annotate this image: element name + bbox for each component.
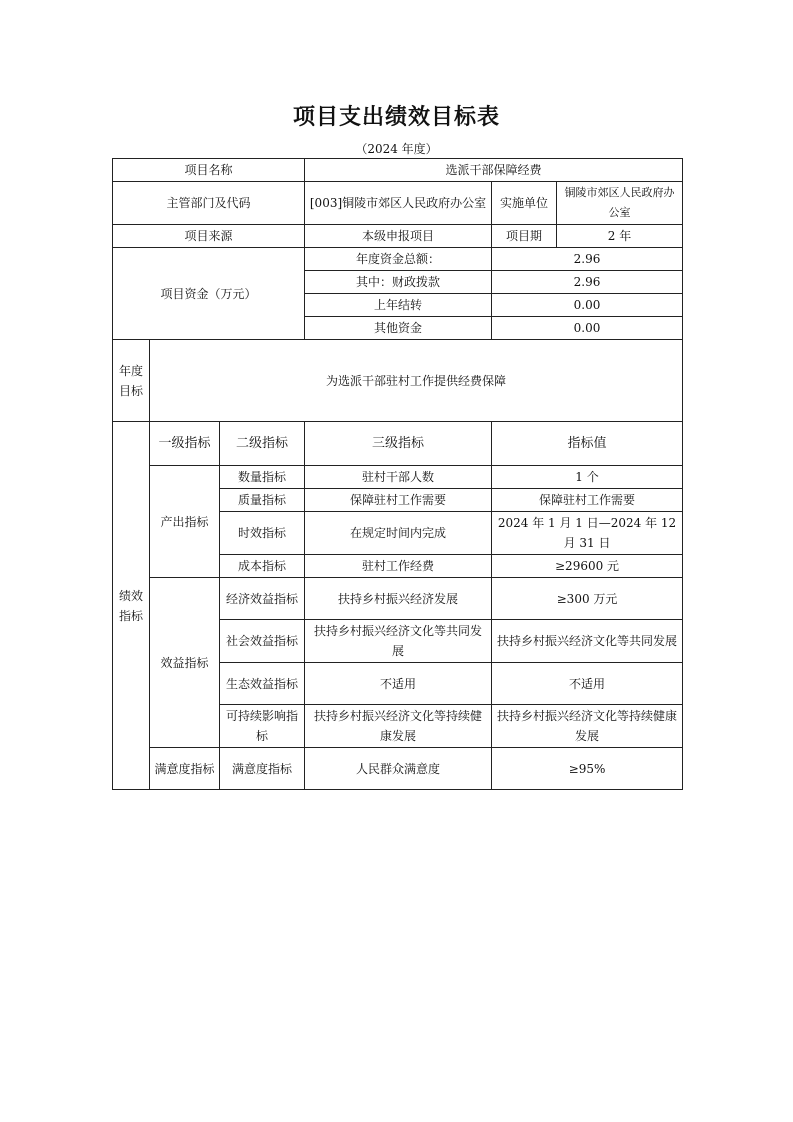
- value-cell: 2024 年 1 月 1 日—2024 年 12 月 31 日: [492, 512, 683, 555]
- value-cell: ≥29600 元: [492, 555, 683, 578]
- fund-fiscal-label: 其中：财政拨款: [305, 271, 492, 294]
- level1-satisfaction: 满意度指标: [150, 748, 220, 790]
- level2-cell: 生态效益指标: [220, 663, 305, 705]
- level2-cell: 社会效益指标: [220, 620, 305, 663]
- header-level3: 三级指标: [305, 422, 492, 466]
- performance-table: [112, 158, 683, 790]
- level3-cell: 驻村工作经费: [305, 555, 492, 578]
- value-cell: 扶持乡村振兴经济文化等持续健康发展: [492, 705, 683, 748]
- table-row: [113, 578, 683, 620]
- annual-goal-value: 为选派干部驻村工作提供经费保障: [150, 340, 683, 422]
- table-row: [113, 466, 683, 489]
- table-row: [113, 340, 683, 422]
- impl-unit-value: 铜陵市郊区人民政府办公室: [557, 182, 683, 225]
- table-row: [113, 225, 683, 248]
- value-cell: 保障驻村工作需要: [492, 489, 683, 512]
- table-row: [113, 159, 683, 182]
- level3-cell: 保障驻村工作需要: [305, 489, 492, 512]
- level2-cell: 成本指标: [220, 555, 305, 578]
- page-subtitle: （2024 年度）: [355, 142, 438, 156]
- source-label: 项目来源: [113, 225, 305, 248]
- fund-carryover-value: 0.00: [492, 294, 683, 317]
- level2-cell: 时效指标: [220, 512, 305, 555]
- fund-carryover-label: 上年结转: [305, 294, 492, 317]
- level3-cell: 驻村干部人数: [305, 466, 492, 489]
- period-value: 2 年: [557, 225, 683, 248]
- level2-cell: 数量指标: [220, 466, 305, 489]
- table-row: [113, 182, 683, 225]
- value-cell: 1 个: [492, 466, 683, 489]
- level3-cell: 扶持乡村振兴经济发展: [305, 578, 492, 620]
- header-level2: 二级指标: [220, 422, 305, 466]
- fund-fiscal-value: 2.96: [492, 271, 683, 294]
- table-row: [113, 422, 683, 466]
- fund-other-value: 0.00: [492, 317, 683, 340]
- impl-unit-label: 实施单位: [492, 182, 557, 225]
- fund-total-label: 年度资金总额：: [305, 248, 492, 271]
- project-name-value: 选派干部保障经费: [305, 159, 683, 182]
- perf-indicators-label: 绩效指标: [113, 422, 150, 790]
- table-row: [113, 248, 683, 271]
- annual-goal-label: 年度目标: [113, 340, 150, 422]
- page-title: 项目支出绩效目标表: [292, 105, 500, 130]
- level1-benefit: 效益指标: [150, 578, 220, 748]
- level3-cell: 在规定时间内完成: [305, 512, 492, 555]
- level2-cell: 可持续影响指标: [220, 705, 305, 748]
- table-row: [113, 748, 683, 790]
- value-cell: ≥95%: [492, 748, 683, 790]
- source-value: 本级申报项目: [305, 225, 492, 248]
- level1-output: 产出指标: [150, 466, 220, 578]
- fund-other-label: 其他资金: [305, 317, 492, 340]
- project-name-label: 项目名称: [113, 159, 305, 182]
- level2-cell: 质量指标: [220, 489, 305, 512]
- header-value: 指标值: [492, 422, 683, 466]
- value-cell: ≥300 万元: [492, 578, 683, 620]
- fund-total-value: 2.96: [492, 248, 683, 271]
- dept-value: [003]铜陵市郊区人民政府办公室: [305, 182, 492, 225]
- level3-cell: 扶持乡村振兴经济文化等共同发展: [305, 620, 492, 663]
- level3-cell: 不适用: [305, 663, 492, 705]
- period-label: 项目期: [492, 225, 557, 248]
- level3-cell: 扶持乡村振兴经济文化等持续健康发展: [305, 705, 492, 748]
- dept-label: 主管部门及代码: [113, 182, 305, 225]
- level3-cell: 人民群众满意度: [305, 748, 492, 790]
- level2-cell: 满意度指标: [220, 748, 305, 790]
- funds-label: 项目资金（万元）: [113, 248, 305, 340]
- value-cell: 扶持乡村振兴经济文化等共同发展: [492, 620, 683, 663]
- header-level1: 一级指标: [150, 422, 220, 466]
- level2-cell: 经济效益指标: [220, 578, 305, 620]
- value-cell: 不适用: [492, 663, 683, 705]
